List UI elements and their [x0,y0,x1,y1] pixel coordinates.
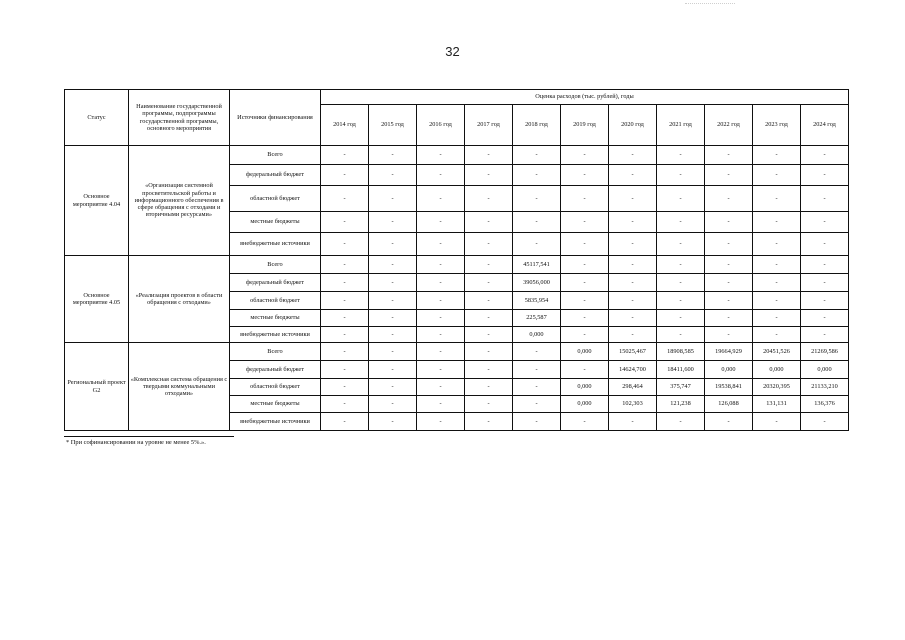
value-cell: - [417,343,465,361]
value-cell: - [465,292,513,310]
value-cell: - [753,310,801,327]
value-cell: - [801,146,849,165]
value-cell: - [609,165,657,186]
value-cell: - [561,413,609,431]
value-cell: - [513,413,561,431]
value-cell: - [753,186,801,212]
value-cell: - [657,186,705,212]
value-cell: - [417,361,465,379]
value-cell: - [369,256,417,274]
value-cell: - [321,379,369,396]
value-cell: - [657,233,705,256]
status-cell: Основное мероприятие 4.05 [65,256,129,343]
value-cell: - [561,361,609,379]
value-cell: - [513,165,561,186]
value-cell: - [369,310,417,327]
value-cell: - [657,292,705,310]
program-name-cell: «Реализация проектов в области обращения с отходами» [129,256,230,343]
source-cell: федеральный бюджет [230,361,321,379]
table-row [65,256,849,274]
value-cell: - [369,396,417,413]
value-cell: - [705,212,753,233]
value-cell: - [609,212,657,233]
value-cell: - [513,343,561,361]
value-cell: - [465,256,513,274]
value-cell: - [561,146,609,165]
table-row [65,146,849,165]
value-cell: - [801,186,849,212]
value-cell: - [321,310,369,327]
value-cell: - [609,146,657,165]
status-cell: Региональный проект G2 [65,343,129,431]
source-cell: областной бюджет [230,292,321,310]
source-cell: внебюджетные источники [230,413,321,431]
value-cell: - [705,256,753,274]
scan-artifact [685,3,735,4]
value-cell: - [705,165,753,186]
value-cell: - [465,379,513,396]
source-cell: федеральный бюджет [230,274,321,292]
value-cell: 0,000 [801,361,849,379]
value-cell: 19538,841 [705,379,753,396]
value-cell: - [417,413,465,431]
value-cell: - [561,165,609,186]
value-cell: - [465,146,513,165]
value-cell: - [417,310,465,327]
value-cell: - [609,256,657,274]
value-cell: - [801,212,849,233]
value-cell: - [369,233,417,256]
value-cell: - [561,310,609,327]
value-cell: - [369,165,417,186]
value-cell: 15025,467 [609,343,657,361]
value-cell: 225,587 [513,310,561,327]
value-cell: - [321,256,369,274]
value-cell: - [705,274,753,292]
value-cell: - [609,327,657,343]
value-cell: - [657,413,705,431]
value-cell: 14624,700 [609,361,657,379]
value-cell: - [465,396,513,413]
header-year: 2023 год [753,105,801,146]
value-cell: 121,238 [657,396,705,413]
value-cell: - [513,146,561,165]
header-year: 2021 год [657,105,705,146]
source-cell: внебюджетные источники [230,327,321,343]
value-cell: - [417,146,465,165]
value-cell: - [753,413,801,431]
header-year: 2022 год [705,105,753,146]
value-cell: - [417,233,465,256]
value-cell: - [561,186,609,212]
value-cell: - [369,413,417,431]
budget-table [64,89,849,431]
value-cell: 18411,600 [657,361,705,379]
value-cell: 102,303 [609,396,657,413]
value-cell: - [801,327,849,343]
value-cell: - [801,274,849,292]
value-cell: - [561,212,609,233]
value-cell: 45117,541 [513,256,561,274]
value-cell: - [321,396,369,413]
value-cell: - [705,186,753,212]
value-cell: - [753,233,801,256]
value-cell: - [513,396,561,413]
value-cell: 5835,954 [513,292,561,310]
value-cell: - [609,413,657,431]
value-cell: - [465,233,513,256]
value-cell: - [465,165,513,186]
header-year: 2014 год [321,105,369,146]
header-year: 2016 год [417,105,465,146]
header-year: 2024 год [801,105,849,146]
value-cell: - [657,256,705,274]
value-cell: - [369,361,417,379]
source-cell: местные бюджеты [230,396,321,413]
program-name-cell: «Комплексная система обращения с твердыми коммунальными отходами» [129,343,230,431]
header-year: 2020 год [609,105,657,146]
status-cell: Основное мероприятие 4.04 [65,146,129,256]
source-cell: Всего [230,256,321,274]
source-cell: местные бюджеты [230,310,321,327]
value-cell: - [801,292,849,310]
value-cell: - [801,413,849,431]
header-year: 2017 год [465,105,513,146]
source-cell: местные бюджеты [230,212,321,233]
value-cell: - [417,292,465,310]
value-cell: - [753,256,801,274]
page-number: 32 [445,44,460,59]
header-sources: Источники финансирования [230,90,321,146]
value-cell: - [321,165,369,186]
value-cell: 0,000 [513,327,561,343]
value-cell: - [609,274,657,292]
value-cell: - [369,379,417,396]
value-cell: - [417,186,465,212]
value-cell: - [801,256,849,274]
header-name: Наименование государственной программы, подпрограммы государственной программы, основного мероприятия [129,90,230,146]
value-cell: - [369,186,417,212]
value-cell: 0,000 [705,361,753,379]
value-cell: - [321,361,369,379]
value-cell: - [369,292,417,310]
source-cell: Всего [230,146,321,165]
value-cell: - [465,274,513,292]
value-cell: - [465,327,513,343]
value-cell: - [561,274,609,292]
footnote-divider [64,436,234,437]
value-cell: - [657,310,705,327]
value-cell: - [801,165,849,186]
value-cell: 0,000 [561,396,609,413]
value-cell: - [753,165,801,186]
value-cell: - [321,413,369,431]
value-cell: 136,376 [801,396,849,413]
value-cell: - [369,274,417,292]
value-cell: - [705,310,753,327]
value-cell: - [465,361,513,379]
value-cell: - [609,233,657,256]
header-year: 2015 год [369,105,417,146]
value-cell: - [609,310,657,327]
value-cell: 21133,210 [801,379,849,396]
value-cell: - [753,327,801,343]
value-cell: - [513,186,561,212]
value-cell: - [753,146,801,165]
value-cell: - [513,379,561,396]
value-cell: - [801,233,849,256]
value-cell: - [657,327,705,343]
value-cell: - [561,292,609,310]
table-row [65,343,849,361]
value-cell: 0,000 [561,343,609,361]
source-cell: областной бюджет [230,186,321,212]
header-status: Статус [65,90,129,146]
value-cell: - [657,146,705,165]
value-cell: - [465,343,513,361]
value-cell: 20320,395 [753,379,801,396]
value-cell: - [321,274,369,292]
value-cell: - [369,343,417,361]
value-cell: - [369,146,417,165]
footnote: * При софинансировании на уровне не менее 5%.». [66,439,206,446]
value-cell: - [801,310,849,327]
source-cell: областной бюджет [230,379,321,396]
value-cell: - [753,292,801,310]
value-cell: - [561,327,609,343]
value-cell: - [417,274,465,292]
value-cell: - [321,186,369,212]
value-cell: - [417,396,465,413]
value-cell: - [417,379,465,396]
value-cell: - [321,327,369,343]
value-cell: 298,464 [609,379,657,396]
value-cell: - [465,413,513,431]
value-cell: - [657,212,705,233]
value-cell: 131,131 [753,396,801,413]
value-cell: 20451,526 [753,343,801,361]
value-cell: - [513,212,561,233]
value-cell: - [321,343,369,361]
value-cell: - [417,327,465,343]
source-cell: Всего [230,343,321,361]
value-cell: - [417,212,465,233]
value-cell: 0,000 [753,361,801,379]
value-cell: - [705,413,753,431]
value-cell: - [321,212,369,233]
value-cell: - [705,327,753,343]
value-cell: - [465,186,513,212]
value-cell: 21269,586 [801,343,849,361]
value-cell: - [705,146,753,165]
value-cell: - [657,274,705,292]
value-cell: - [657,165,705,186]
value-cell: 18908,585 [657,343,705,361]
header-estimate: Оценка расходов (тыс. рублей), годы [321,90,849,105]
value-cell: - [465,212,513,233]
value-cell: - [417,165,465,186]
value-cell: - [513,361,561,379]
value-cell: 126,088 [705,396,753,413]
source-cell: внебюджетные источники [230,233,321,256]
value-cell: 19664,929 [705,343,753,361]
value-cell: - [609,186,657,212]
value-cell: - [369,212,417,233]
value-cell: - [321,233,369,256]
value-cell: - [465,310,513,327]
value-cell: - [561,233,609,256]
header-year: 2018 год [513,105,561,146]
value-cell: - [753,274,801,292]
value-cell: 39056,000 [513,274,561,292]
value-cell: - [609,292,657,310]
value-cell: - [561,256,609,274]
value-cell: - [417,256,465,274]
header-year: 2019 год [561,105,609,146]
source-cell: федеральный бюджет [230,165,321,186]
value-cell: 375,747 [657,379,705,396]
value-cell: - [513,233,561,256]
value-cell: - [753,212,801,233]
value-cell: - [705,292,753,310]
value-cell: 0,000 [561,379,609,396]
value-cell: - [321,146,369,165]
value-cell: - [321,292,369,310]
value-cell: - [705,233,753,256]
program-name-cell: «Организация системной просветительской работы и информационного обеспечения в сфере обращения с отходами и вторичными ресурсами» [129,146,230,256]
value-cell: - [369,327,417,343]
